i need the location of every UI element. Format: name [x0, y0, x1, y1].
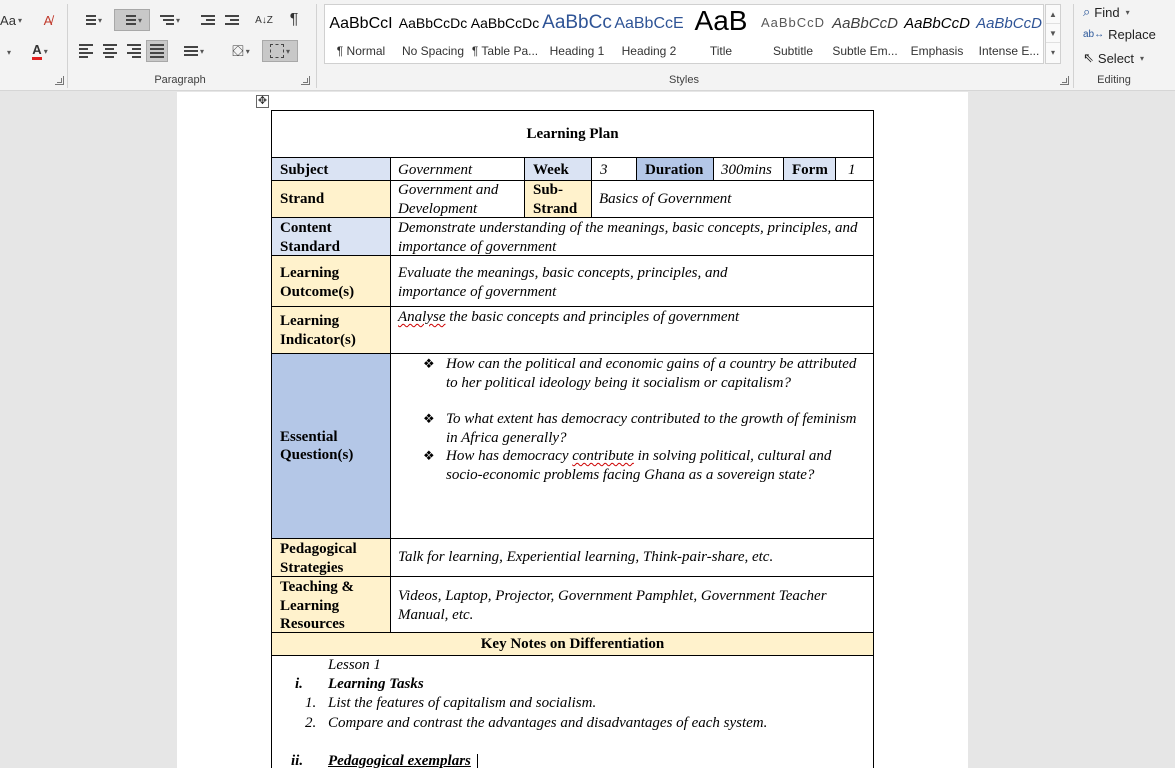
style-preview: AaBbCc: [542, 12, 612, 33]
justify-icon: [150, 42, 164, 60]
find-label: Find: [1094, 4, 1120, 20]
font-color-button[interactable]: [24, 40, 56, 62]
line-spacing-button[interactable]: [178, 40, 210, 62]
justify-button[interactable]: [146, 40, 168, 62]
duration-label: Duration: [636, 157, 714, 181]
eq3-text-b: in solving political, cultural and socio-economic problems facing Ghana as a sovereign state?: [446, 448, 832, 483]
style-preview: AaBbCcD: [760, 15, 826, 30]
expand-gallery-icon[interactable]: ▾: [1050, 48, 1055, 57]
group-divider: [1073, 4, 1074, 88]
paint-bucket-icon: ⛋: [232, 42, 244, 60]
learning-indicator-label: Learning Indicator(s): [271, 306, 391, 354]
align-left-button[interactable]: [76, 40, 96, 62]
learning-indicator-text: the basic concepts and principles of government: [445, 309, 740, 325]
scroll-down-icon[interactable]: ▼: [1046, 24, 1060, 43]
style-name: Heading 1: [549, 44, 605, 58]
diamond-bullet-icon: ❖: [423, 356, 435, 371]
style-preview: AaB: [694, 5, 748, 36]
learning-tasks-heading: Learning Tasks: [328, 676, 424, 692]
sort-button[interactable]: [253, 9, 275, 31]
pilcrow-icon: ¶: [289, 11, 299, 28]
essential-question-text: To what extent has democracy contributed to the growth of feminism in Africa generally?: [446, 411, 857, 446]
style-subtle-emphasis[interactable]: [829, 5, 901, 63]
pedagogical-strategies-text: Talk for learning, Experiential learning, Think-pair-share, etc.: [398, 549, 774, 565]
spelling-flagged-word[interactable]: Analyse: [398, 309, 446, 325]
content-standard-value: Demonstrate understanding of the meanings, basic concepts, principles, and importance of government: [390, 217, 874, 256]
ribbon: [0, 0, 1175, 91]
learning-task-1: List the features of capitalism and socialism.: [328, 695, 597, 711]
styles-gallery: [324, 4, 1044, 64]
resources-value: Videos, Laptop, Projector, Government Pamphlet, Government Teacher Manual, etc.: [390, 576, 874, 633]
learning-outcome-label: Learning Outcome(s): [271, 255, 391, 307]
style-name: No Spacing: [401, 44, 465, 58]
sort-icon: A↓Z: [255, 14, 273, 26]
style-preview: AaBbCcDc: [470, 15, 540, 31]
replace-button[interactable]: [1083, 27, 1156, 42]
numbered-list-icon: [122, 13, 136, 27]
style-title[interactable]: [685, 5, 757, 63]
find-button[interactable]: [1083, 4, 1130, 20]
style-heading-2[interactable]: [613, 5, 685, 63]
group-divider: [316, 4, 317, 88]
align-center-button[interactable]: [100, 40, 120, 62]
multilevel-list-icon: [160, 13, 174, 27]
chevron-down-icon: ▾: [285, 46, 290, 56]
style-preview: AaBbCcI: [329, 15, 393, 32]
style-name: Subtitle: [772, 44, 814, 58]
style-preview: AaBbCcDc: [398, 15, 468, 31]
pedagogical-strategies-value: [390, 538, 874, 577]
substrand-label: Sub-Strand: [524, 180, 592, 218]
lesson-label: Lesson 1: [328, 657, 381, 673]
search-icon: ⌕: [1083, 4, 1091, 19]
learning-task-2: Compare and contrast the advantages and disadvantages of each system.: [328, 715, 768, 731]
table-move-handle-icon[interactable]: ✥: [257, 95, 268, 107]
strand-label-text: Strand: [280, 190, 325, 207]
list-marker: 2.: [305, 715, 317, 731]
chevron-down-icon: ▾: [1140, 53, 1145, 63]
chevron-down-icon: ▾: [175, 15, 180, 25]
form-label: Form: [783, 157, 836, 181]
borders-icon: [270, 44, 284, 58]
editing-group-label: Editing: [1097, 74, 1131, 86]
strand-value: Government and Development: [390, 180, 525, 218]
substrand-value-text: Basics of Government: [599, 190, 732, 207]
group-divider: [67, 4, 68, 88]
highlight-color-button[interactable]: [0, 42, 16, 62]
styles-dialog-launcher-icon[interactable]: [1060, 76, 1069, 85]
style-name: Intense E...: [978, 44, 1040, 58]
style-name: ¶ Normal: [336, 44, 386, 58]
essential-questions-label-text: Essential Question(s): [280, 428, 354, 463]
font-color-icon: [32, 43, 41, 60]
style-table-paragraph[interactable]: [469, 5, 541, 63]
essential-questions-label: [271, 353, 391, 539]
borders-button[interactable]: [262, 40, 298, 62]
diamond-bullet-icon: ❖: [423, 448, 435, 463]
style-preview: AaBbCcD: [904, 15, 970, 32]
chevron-down-icon: ▾: [97, 15, 102, 25]
line-spacing-icon: [184, 44, 198, 58]
decrease-indent-icon: [201, 13, 215, 27]
pedagogical-exemplars-heading: Pedagogical exemplars: [328, 753, 471, 768]
increase-indent-button[interactable]: [222, 9, 242, 31]
clear-formatting-button[interactable]: [38, 10, 58, 30]
essential-question-text: [446, 447, 866, 484]
style-heading-1[interactable]: [541, 5, 613, 63]
align-center-icon: [103, 42, 117, 60]
chevron-down-icon: ▾: [137, 15, 142, 25]
styles-group-label: Styles: [669, 74, 699, 86]
subject-label: Subject: [271, 157, 391, 181]
styles-gallery-scroll: [1045, 4, 1061, 64]
chevron-down-icon: ▾: [1125, 7, 1130, 17]
select-label: Select: [1097, 50, 1135, 66]
style-name: Subtle Em...: [832, 44, 898, 58]
diamond-bullet-icon: ❖: [423, 411, 435, 426]
learning-outcome-value: Evaluate the meanings, basic concepts, principles, and importance of government: [390, 255, 874, 307]
eq3-text-a: How has democracy: [446, 448, 573, 464]
list-marker: ii.: [291, 753, 304, 768]
document-title: Learning Plan: [526, 126, 619, 142]
style-preview: AaBbCcE: [614, 15, 684, 32]
show-formatting-button[interactable]: [284, 9, 304, 31]
align-right-button[interactable]: [124, 40, 144, 62]
list-marker: i.: [295, 676, 303, 692]
change-case-label: Aa: [0, 12, 16, 28]
replace-icon: ab↔: [1083, 29, 1105, 40]
chevron-down-icon: ▾: [6, 47, 11, 57]
align-right-icon: [127, 42, 141, 60]
style-emphasis[interactable]: [901, 5, 973, 63]
chevron-down-icon: ▾: [17, 15, 22, 25]
style-name: Heading 2: [621, 44, 677, 58]
align-left-icon: [79, 42, 93, 60]
decrease-indent-button[interactable]: [198, 9, 218, 31]
style-name: Emphasis: [910, 44, 964, 58]
key-notes-text: Key Notes on Differentiation: [480, 635, 665, 652]
shading-button[interactable]: [224, 40, 258, 62]
bullets-button[interactable]: [76, 9, 108, 31]
style-no-spacing[interactable]: [397, 5, 469, 63]
style-preview: AaBbCcD: [832, 15, 898, 32]
essential-question-text: How can the political and economic gains of a country be attributed to her political ideology being it socialism or capitalism?: [446, 356, 857, 391]
style-subtitle[interactable]: [757, 5, 829, 63]
resources-label: Teaching & Learning Resources: [271, 576, 391, 633]
multilevel-list-button[interactable]: [154, 9, 186, 31]
strand-label: [271, 180, 391, 218]
paragraph-group-label: Paragraph: [154, 74, 206, 86]
style-name: ¶ Table Pa...: [471, 44, 539, 58]
chevron-down-icon: ▾: [199, 46, 204, 56]
grammar-flagged-word[interactable]: contribute: [572, 448, 634, 464]
bullet-list-icon: [82, 13, 96, 27]
font-dialog-launcher-icon[interactable]: [55, 76, 64, 85]
week-label: Week: [524, 157, 592, 181]
substrand-value: [591, 180, 874, 218]
increase-indent-icon: [225, 13, 239, 27]
style-normal[interactable]: [325, 5, 397, 63]
list-marker: 1.: [305, 695, 317, 711]
text-cursor: [477, 754, 478, 768]
subject-value: Government: [390, 157, 525, 181]
replace-label: Replace: [1108, 27, 1156, 42]
eraser-icon: A̸: [43, 12, 53, 28]
chevron-down-icon: ▾: [43, 46, 48, 56]
learning-indicator-value: [390, 306, 874, 354]
cursor-arrow-icon: ⇖: [1083, 50, 1094, 65]
font-color-label: A: [32, 41, 42, 57]
change-case-button[interactable]: [0, 10, 22, 30]
scroll-up-icon[interactable]: ▲: [1046, 5, 1060, 24]
numbering-button[interactable]: [114, 9, 150, 31]
duration-value: 300mins: [713, 157, 784, 181]
week-value: 3: [591, 157, 637, 181]
form-value: 1: [835, 157, 874, 181]
style-intense-emphasis[interactable]: [973, 5, 1045, 63]
paragraph-dialog-launcher-icon[interactable]: [301, 76, 310, 85]
select-button[interactable]: [1083, 50, 1144, 66]
pedagogical-strategies-label: Pedagogical Strategies: [271, 538, 391, 577]
chevron-down-icon: ▾: [245, 46, 250, 56]
content-standard-label: Content Standard: [271, 217, 391, 256]
key-notes-header: [271, 632, 874, 656]
style-preview: AaBbCcD: [976, 15, 1042, 32]
style-name: Title: [709, 44, 733, 58]
